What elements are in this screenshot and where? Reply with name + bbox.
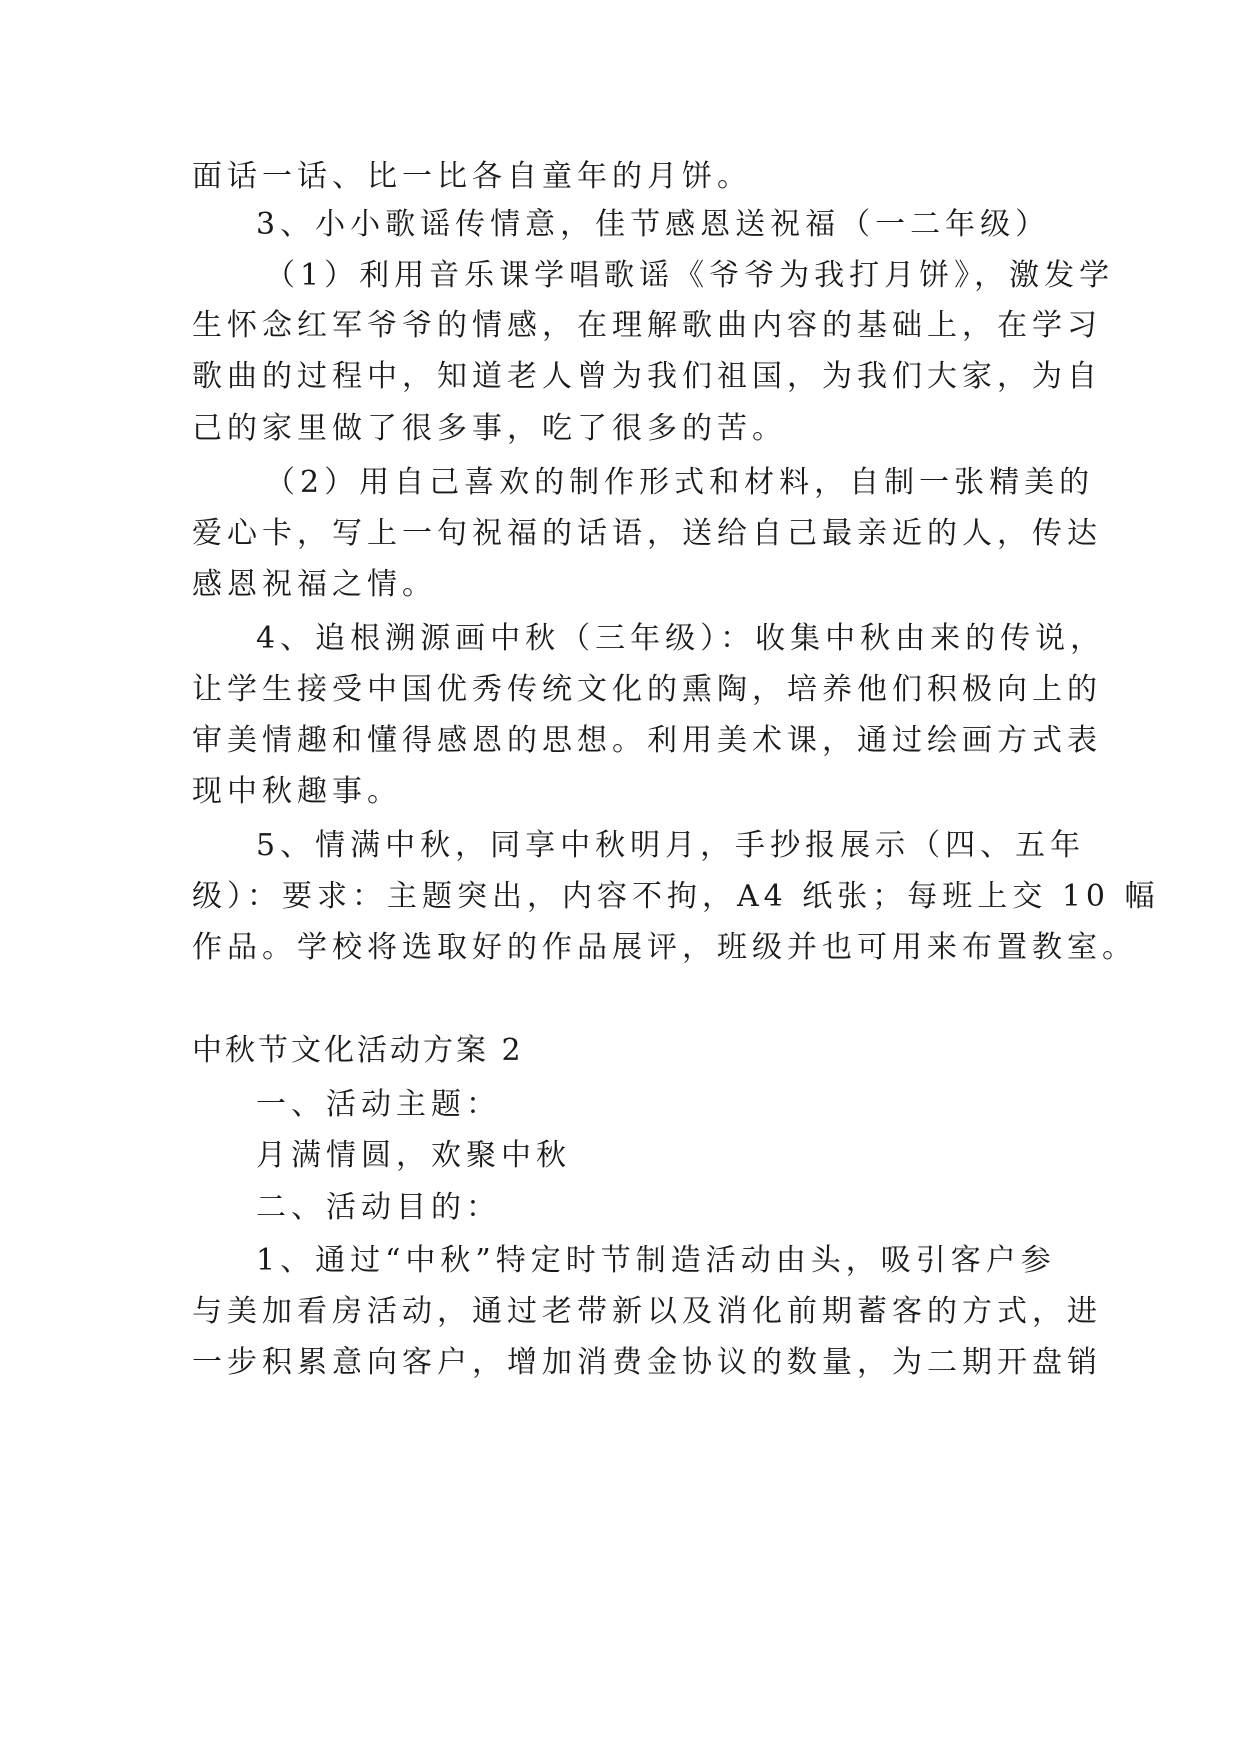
paragraph-line: 面话一话、比一比各自童年的月饼。 — [192, 159, 752, 194]
paragraph-line: 审美情趣和懂得感恩的思想。利用美术课，通过绘画方式表 — [192, 723, 1102, 758]
paragraph-line: 歌曲的过程中，知道老人曾为我们祖国，为我们大家，为自 — [192, 359, 1102, 394]
paragraph-line: 爱心卡，写上一句祝福的话语，送给自己最亲近的人，传达 — [192, 516, 1102, 551]
purpose-item-1: 1、通过“中秋”特定时节制造活动由头，吸引客户参 — [256, 1243, 1056, 1278]
section-heading-theme: 一、活动主题： — [256, 1087, 501, 1122]
list-item-4: 4、追根溯源画中秋（三年级）：收集中秋由来的传说， — [256, 621, 1106, 656]
paragraph-line: 与美加看房活动，通过老带新以及消化前期蓄客的方式，进 — [192, 1294, 1102, 1329]
list-item-3: 3、小小歌谣传情意，佳节感恩送祝福（一二年级） — [256, 207, 1051, 242]
sub-item-2: （2）用自己喜欢的制作形式和材料，自制一张精美的 — [265, 465, 1095, 500]
paragraph-line: 一步积累意向客户，增加消费金协议的数量，为二期开盘销 — [192, 1345, 1102, 1380]
list-item-5: 5、情满中秋，同享中秋明月，手抄报展示（四、五年 — [256, 828, 1086, 863]
paragraph-line: 己的家里做了很多事，吃了很多的苦。 — [192, 411, 787, 446]
paragraph-line: 感恩祝福之情。 — [192, 567, 437, 602]
sub-item-1: （1）利用音乐课学唱歌谣《爷爷为我打月饼》，激发学 — [265, 258, 1115, 293]
paragraph-line: 级）：要求：主题突出，内容不拘，A4 纸张；每班上交 10 幅 — [192, 879, 1160, 914]
paragraph-line: 作品。学校将选取好的作品展评，班级并也可用来布置教室。 — [192, 930, 1137, 965]
paragraph-line: 生怀念红军爷爷的情感，在理解歌曲内容的基础上，在学习 — [192, 308, 1102, 343]
theme-text: 月满情圆，欢聚中秋 — [256, 1138, 571, 1173]
section-heading-purpose: 二、活动目的： — [256, 1190, 501, 1225]
section-title: 中秋节文化活动方案 2 — [192, 1033, 524, 1068]
paragraph-line: 让学生接受中国优秀传统文化的熏陶，培养他们积极向上的 — [192, 672, 1102, 707]
paragraph-line: 现中秋趣事。 — [192, 774, 402, 809]
